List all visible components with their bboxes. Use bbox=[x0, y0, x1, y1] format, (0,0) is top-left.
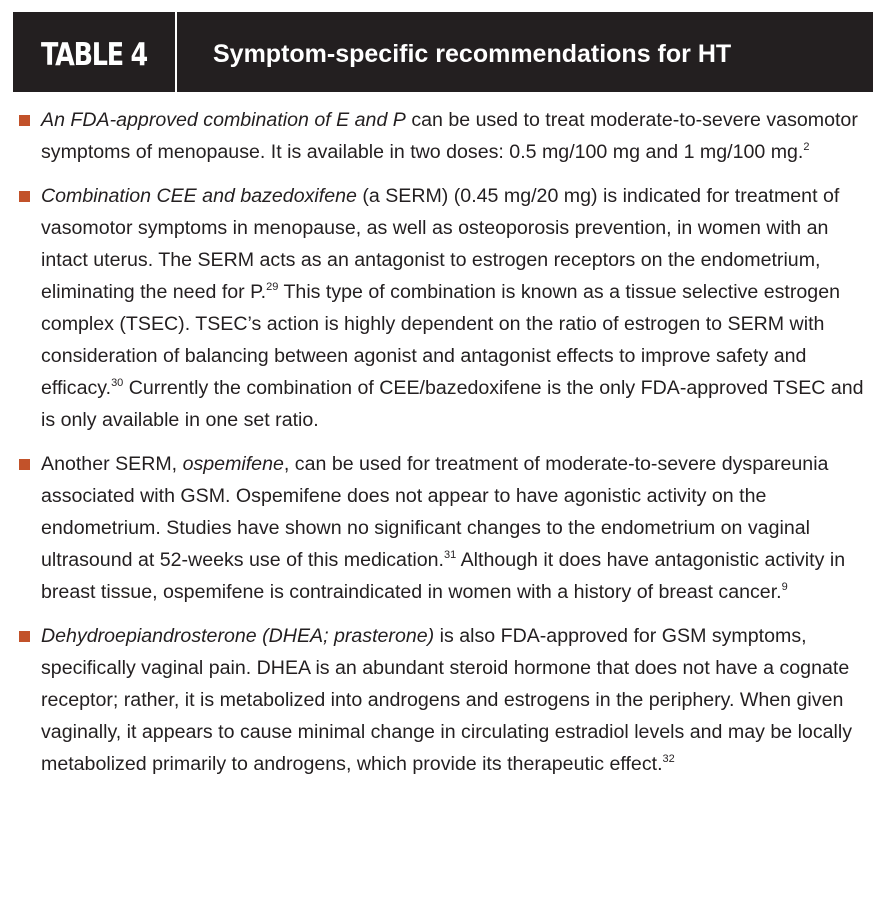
item-text: Currently the combination of CEE/bazedoxifene is the only FDA-approved TSEC and is only available in one set ratio. bbox=[41, 377, 864, 431]
item-text: Another SERM, bbox=[41, 453, 183, 475]
table-title: Symptom-specific recommendations for HT bbox=[213, 39, 732, 68]
recommendation-list bbox=[17, 104, 877, 792]
header-divider bbox=[175, 12, 177, 92]
square-bullet-icon bbox=[19, 631, 30, 642]
citation-ref: 2 bbox=[803, 141, 810, 153]
list-item bbox=[17, 620, 877, 780]
table-header bbox=[13, 12, 873, 92]
item-text: (a SERM) (0.45 mg/20 mg) is indicated for treatment of vasomotor symptoms in menopause, as well as osteoporosis prevention, in women with an intact uterus. The SERM acts as an antagonist to estrogen receptors on the endometrium, eliminating the need for P. bbox=[41, 185, 840, 303]
drug-name: ospemifene bbox=[182, 453, 284, 475]
drug-name: An FDA-approved combination of E and P bbox=[41, 109, 406, 131]
citation-ref: 32 bbox=[662, 753, 675, 765]
table-number-label: TABLE 4 bbox=[41, 37, 147, 73]
item-text: , can be used for treatment of moderate-to-severe dyspareunia associated with GSM. Ospemifene does not appear to have agonistic activity on the endometrium. Studies have shown no significant changes to the endometrium on vaginal ultrasound at 52-weeks use of this medication. bbox=[41, 453, 829, 571]
drug-name: Dehydroepiandrosterone (DHEA; prasterone) bbox=[41, 625, 435, 647]
square-bullet-icon bbox=[19, 115, 30, 126]
item-text: Although it does have antagonistic activity in breast tissue, ospemifene is contraindicated in women with a history of breast cancer. bbox=[41, 549, 846, 603]
list-item bbox=[17, 448, 877, 608]
citation-ref: 9 bbox=[781, 581, 788, 593]
square-bullet-icon bbox=[19, 459, 30, 470]
item-text: is also FDA-approved for GSM symptoms, specifically vaginal pain. DHEA is an abundant steroid hormone that does not have a cognate receptor; rather, it is metabolized into androgens and estrogens in the periphery. When given vaginally, it appears to cause minimal change in circulating estradiol levels and may be locally metabolized primarily to androgens, which provide its therapeutic effect. bbox=[41, 625, 853, 775]
citation-ref: 29 bbox=[266, 281, 279, 293]
square-bullet-icon bbox=[19, 191, 30, 202]
drug-name: Combination CEE and bazedoxifene bbox=[41, 185, 357, 207]
list-item bbox=[17, 180, 877, 436]
citation-ref: 31 bbox=[443, 549, 457, 561]
item-text: can be used to treat moderate-to-severe vasomotor symptoms of menopause. It is available in two doses: 0.5 mg/100 mg and 1 mg/100 mg. bbox=[41, 109, 858, 163]
citation-ref: 30 bbox=[111, 377, 124, 389]
list-item bbox=[17, 104, 877, 168]
item-text: This type of combination is known as a tissue selective estrogen complex (TSEC). TSEC’s action is highly dependent on the ratio of estrogen to SERM with consideration of balancing between agonist and antagonist effects to improve safety and efficacy. bbox=[41, 281, 840, 399]
